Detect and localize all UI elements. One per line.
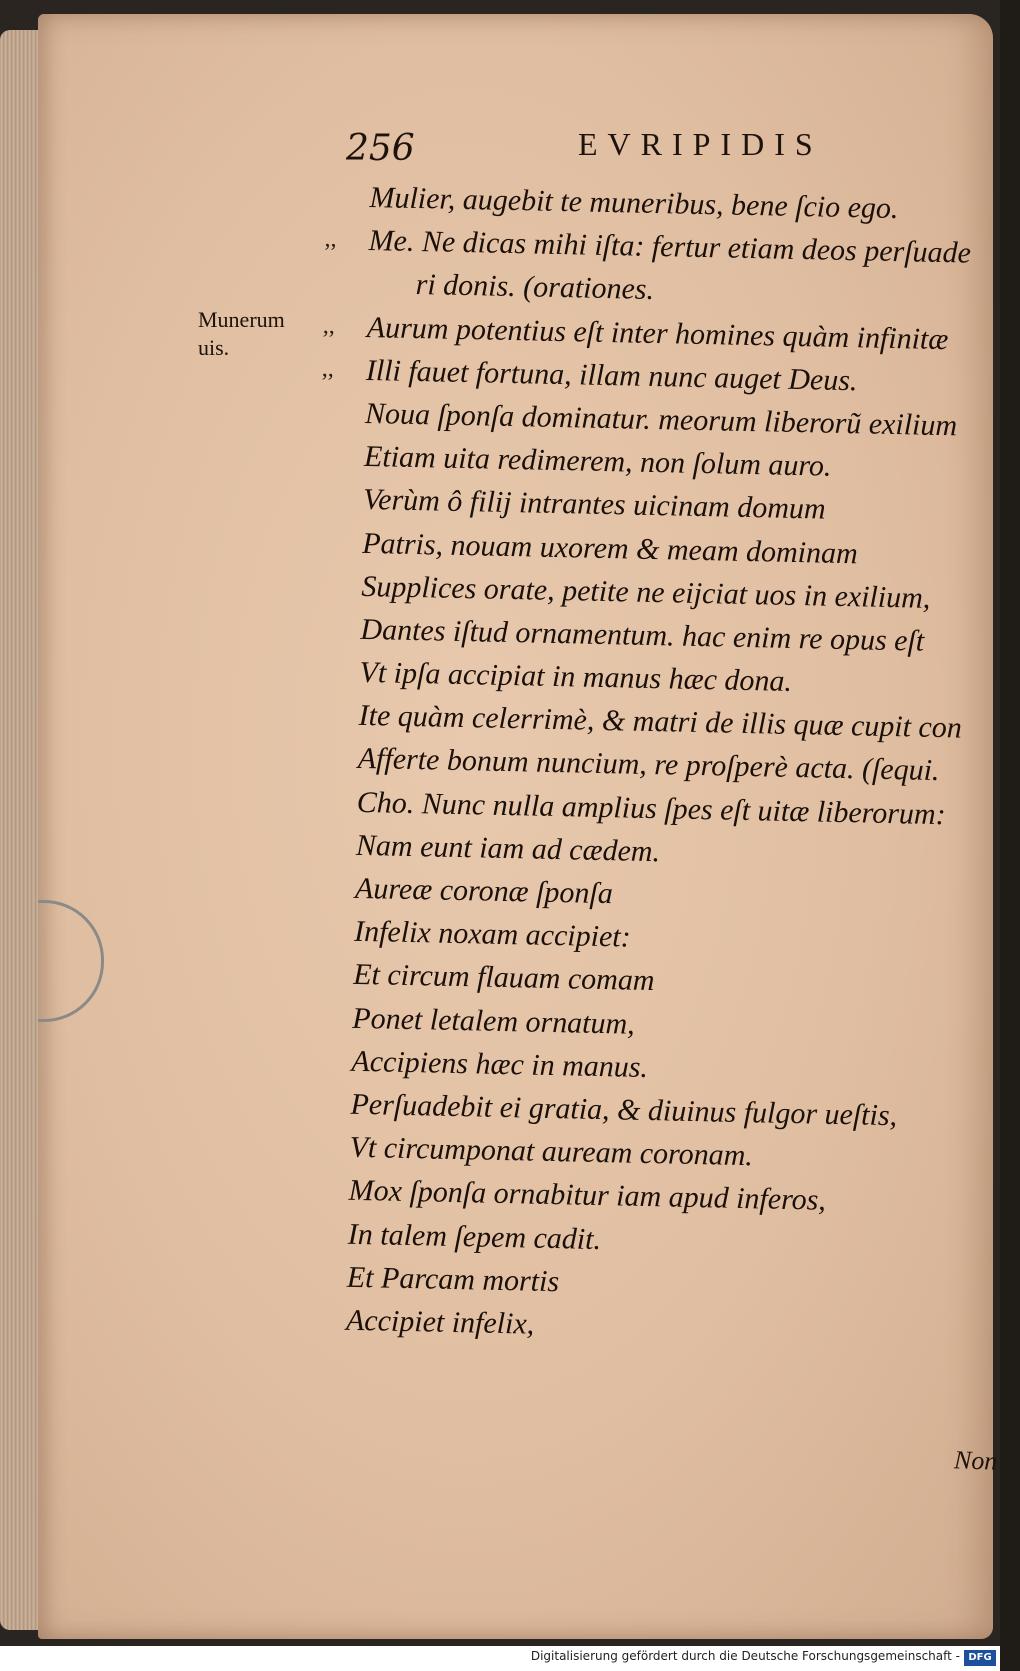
line-text: Perſuadebit ei gratia, & diuinus fulgor ueſtis,	[350, 1087, 898, 1133]
line-text: In talem ſepem cadit.	[347, 1217, 602, 1256]
quote-mark: ,,	[321, 355, 335, 383]
line-text: Accipiet infelix,	[345, 1303, 535, 1341]
margin-note	[198, 306, 285, 362]
line-text: Et Parcam mortis	[346, 1260, 560, 1298]
text-block	[321, 176, 1020, 1355]
line-text: Cho. Nunc nulla amplius ſpes eſt uitæ liberorum:	[356, 785, 946, 831]
line-text: Me. Ne dicas mihi iſta: fertur etiam deos perſuade	[368, 224, 972, 270]
line-text: Infelix noxam accipiet:	[353, 915, 632, 954]
line-text: Aureæ coronæ ſponſa	[354, 871, 614, 911]
running-head: EVRIPIDIS	[578, 126, 823, 162]
line-text: Vt circumponat auream coronam.	[349, 1130, 754, 1173]
line-text: Mulier, augebit te muneribus, bene ſcio ego.	[369, 180, 899, 226]
line-text: Verùm ô filij intrantes uicinam domum	[362, 483, 826, 526]
catchword: Non	[953, 1445, 998, 1476]
quote-mark: ,,	[324, 226, 337, 253]
quote-mark: ,,	[322, 312, 336, 339]
line-text: Nam eunt iam ad cædem.	[355, 828, 661, 869]
line-text: Supplices orate, petite ne eijciat uos in exilium,	[361, 569, 931, 615]
line-text: ri donis. (orationes.	[415, 268, 655, 307]
line-text: Dantes iſtud ornamentum. hac enim re opus eſt	[360, 612, 925, 658]
line-text: Vt ipſa accipiat in manus hæc dona.	[359, 655, 793, 699]
line-text: Ite quàm celerrimè, & matri de illis quæ cupit con	[358, 699, 963, 745]
line-text: Et circum flauam comam	[352, 958, 655, 998]
book-page	[38, 14, 998, 1639]
page-number: 256	[346, 128, 415, 169]
line-text: Mox ſponſa ornabitur iam apud inferos,	[348, 1174, 827, 1218]
digitization-footer	[0, 1646, 1000, 1671]
line-text: Aurum potentius eſt inter homines quàm infinitæ	[366, 310, 949, 356]
line-text: Ponet letalem ornatum,	[352, 1001, 636, 1041]
binding-clip	[38, 900, 104, 1022]
line-text: Illi fauet fortuna, illam nunc auget Deus.	[365, 353, 858, 397]
margin-note-line: uis.	[198, 335, 230, 360]
line-text: Patris, nouam uxorem & meam dominam	[361, 526, 859, 570]
line-text: Afferte bonum nuncium, re proſperè acta. (ſequi.	[357, 742, 940, 788]
funding-credit: Digitalisierung gefördert durch die Deutsche Forschungsgemeinschaft -	[530, 1649, 960, 1663]
margin-note-line: Munerum	[198, 307, 285, 332]
line-text: Accipiens hæc in manus.	[351, 1044, 649, 1084]
line-text: Etiam uita redimerem, non ſolum auro.	[363, 440, 832, 483]
dfg-logo: DFG	[964, 1650, 996, 1666]
line-text: Noua ſponſa dominatur. meorum liberorũ exilium	[364, 396, 958, 443]
